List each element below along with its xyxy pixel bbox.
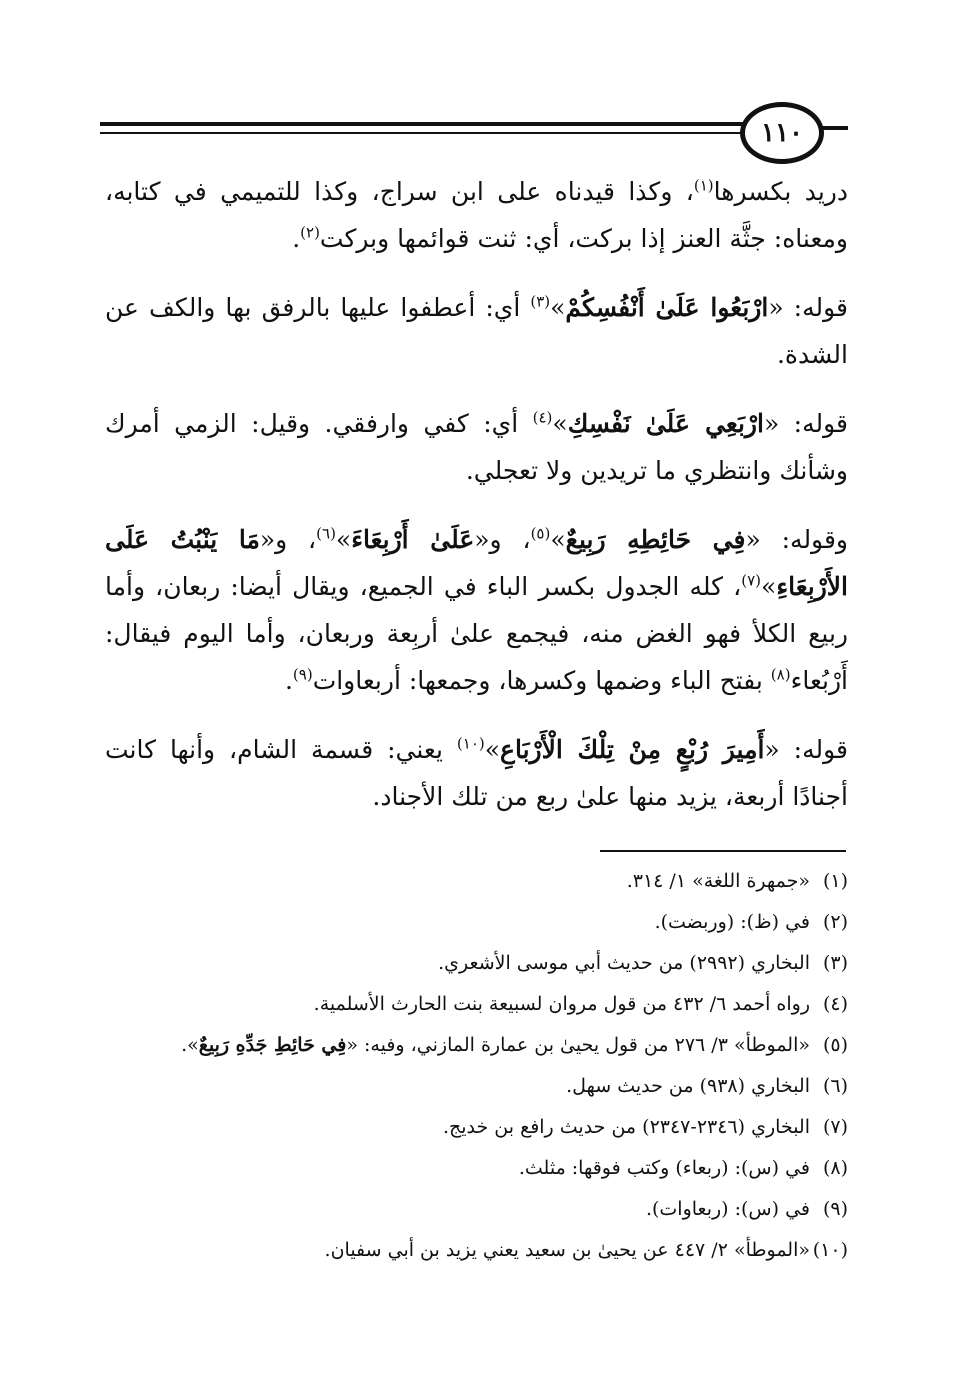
footnote-ref: (١): [693, 176, 714, 195]
text-run: رواه أحمد ٦/ ٤٣٢ من قول مروان لسبيعة بنت الحارث الأسلمية.: [313, 993, 810, 1015]
footnote-number: (٦): [822, 1075, 848, 1097]
text-run: أي: أعطفوا عليها بالرفق بها والكف عن الشدة.: [105, 293, 848, 369]
text-run: »: [761, 572, 777, 601]
footnote-ref: (٥): [530, 524, 551, 543]
footnote-item: [100, 1237, 848, 1264]
footnote-item: [100, 950, 848, 977]
text-run: »: [484, 735, 501, 764]
text-run: البخاري (٢٣٤٦-٢٣٤٧) من حديث رافع بن خديج.: [442, 1116, 810, 1138]
text-run: في (ظ): (وربضت).: [654, 911, 810, 933]
footnote-ref: (٦): [316, 524, 336, 543]
text-run: «جمهرة اللغة» ١/ ٣١٤.: [626, 870, 810, 892]
header-rule-top: [100, 122, 750, 126]
text-run: قوله: «: [764, 735, 848, 764]
footnote-number: (٧): [822, 1116, 848, 1138]
footnote-ref: (٨): [770, 665, 791, 684]
text-run: ، و«: [474, 525, 531, 554]
quoted-hadith-text: فِي حَائِطِ جَدِّهِ رَبِيعٌ: [198, 1034, 347, 1056]
footnote-item: [100, 1073, 848, 1100]
footnote-ref: (٣): [530, 292, 551, 311]
text-run: قوله: «: [763, 409, 848, 438]
text-run: »: [550, 293, 566, 322]
quoted-hadith-text: ارْبَعُوا عَلَىٰ أَنْفُسِكُمْ: [565, 293, 769, 322]
text-run: في (س): (ربعاوات).: [645, 1198, 810, 1220]
footnotes: [100, 868, 848, 1278]
quoted-hadith-text: فِي حَائِطِهِ رَبِيعٌ: [565, 525, 746, 554]
footnote-item: [100, 1114, 848, 1141]
text-run: ، وكذا قيدناه على ابن سراج، وكذا للتميمي في كتابه، ومعناه: جثَّة العنز إذا بركت، أي: ثنت قوائمها وبركت: [105, 177, 848, 253]
quoted-hadith-text: ارْبَعِي عَلَىٰ نَفْسِكِ: [567, 409, 764, 438]
text-run: .: [292, 224, 301, 253]
text-run: بفتح الباء وضمها وكسرها، وجمعها: أربعاوات: [312, 666, 771, 695]
quoted-hadith-text: مَا يَنْبُتُ عَلَى الأَرْبِعَاءِ: [105, 525, 848, 601]
footnote-number: (٣): [822, 952, 848, 974]
quoted-hadith-text: عَلَىٰ أَرْبِعَاءَ: [351, 525, 475, 554]
footnote-item: [100, 1032, 848, 1059]
text-run: «الموطأ» ٣/ ٢٧٦ من قول يحيىٰ بن عمارة المازني، وفيه: «: [346, 1034, 810, 1056]
text-run: »: [335, 525, 352, 554]
text-run: .: [284, 666, 293, 695]
footnote-ref: (٢): [300, 223, 320, 242]
footnote-item: [100, 1155, 848, 1182]
footnote-ref: (٧): [741, 571, 762, 590]
footnote-ref: (٩): [292, 665, 313, 684]
page-header: [100, 100, 850, 160]
footnote-number: (٢): [822, 911, 848, 933]
footnote-number: (٨): [822, 1157, 848, 1179]
main-text: [105, 168, 848, 842]
footnote-number: (٩): [822, 1198, 848, 1220]
text-run: البخاري (٩٣٨) من حديث سهل.: [566, 1075, 810, 1097]
footnote-item: [100, 991, 848, 1018]
footnote-item: [100, 868, 848, 895]
footnote-number: (١٠): [812, 1239, 848, 1261]
text-run: أي: كفي وارفقي. وقيل: الزمي أمرك وشأنك وانتظري ما تريدين ولا تعجلي.: [105, 409, 848, 485]
text-run: ، و«: [259, 525, 317, 554]
footnote-item: [100, 909, 848, 936]
text-run: البخاري (٢٩٩٢) من حديث أبي موسى الأشعري.: [438, 952, 810, 974]
footnote-separator: [600, 850, 846, 852]
paragraph: [105, 168, 848, 262]
text-run: قوله: «: [768, 293, 848, 322]
text-run: »: [550, 525, 566, 554]
text-run: «الموطأ» ٢/ ٤٤٧ عن يحيىٰ بن سعيد يعني يزيد بن أبي سفيان.: [324, 1239, 810, 1261]
footnote-ref: (١٠): [456, 734, 485, 753]
footnote-number: (٥): [822, 1034, 848, 1056]
text-run: وقوله: «: [745, 525, 848, 554]
text-run: في (س): (ربعاء) وكتب فوقها: مثلث.: [518, 1157, 810, 1179]
page-number: ١١٠: [740, 102, 824, 164]
paragraph: [105, 516, 848, 704]
quoted-hadith-text: أَمِيرَ رُبْعٍ مِنْ تِلْكَ الْأَرْبَاعِ: [500, 735, 765, 764]
footnote-ref: (٤): [532, 408, 553, 427]
footnote-item: [100, 1196, 848, 1223]
paragraph: [105, 400, 848, 494]
paragraph: [105, 726, 848, 820]
footnote-number: (٤): [822, 993, 848, 1015]
text-run: يعني: قسمة الشام، وأنها كانت أجنادًا أربعة، يزيد منها علىٰ ربع من تلك الأجناد.: [105, 735, 848, 811]
text-run: ، كله الجدول بكسر الباء في الجميع، ويقال أيضا: ربعان، وأما ربيع الكلأ فهو الغض منه، فيجمع علىٰ أربِعة وربعان، وأما اليوم فيقال: أَرْبُعاء: [105, 572, 848, 695]
paragraph: [105, 284, 848, 378]
text-run: دريد بكسرها: [713, 177, 848, 206]
header-rule-bottom: [100, 132, 750, 134]
text-run: ».: [181, 1034, 199, 1056]
footnote-number: (١): [822, 870, 848, 892]
text-run: »: [552, 409, 568, 438]
